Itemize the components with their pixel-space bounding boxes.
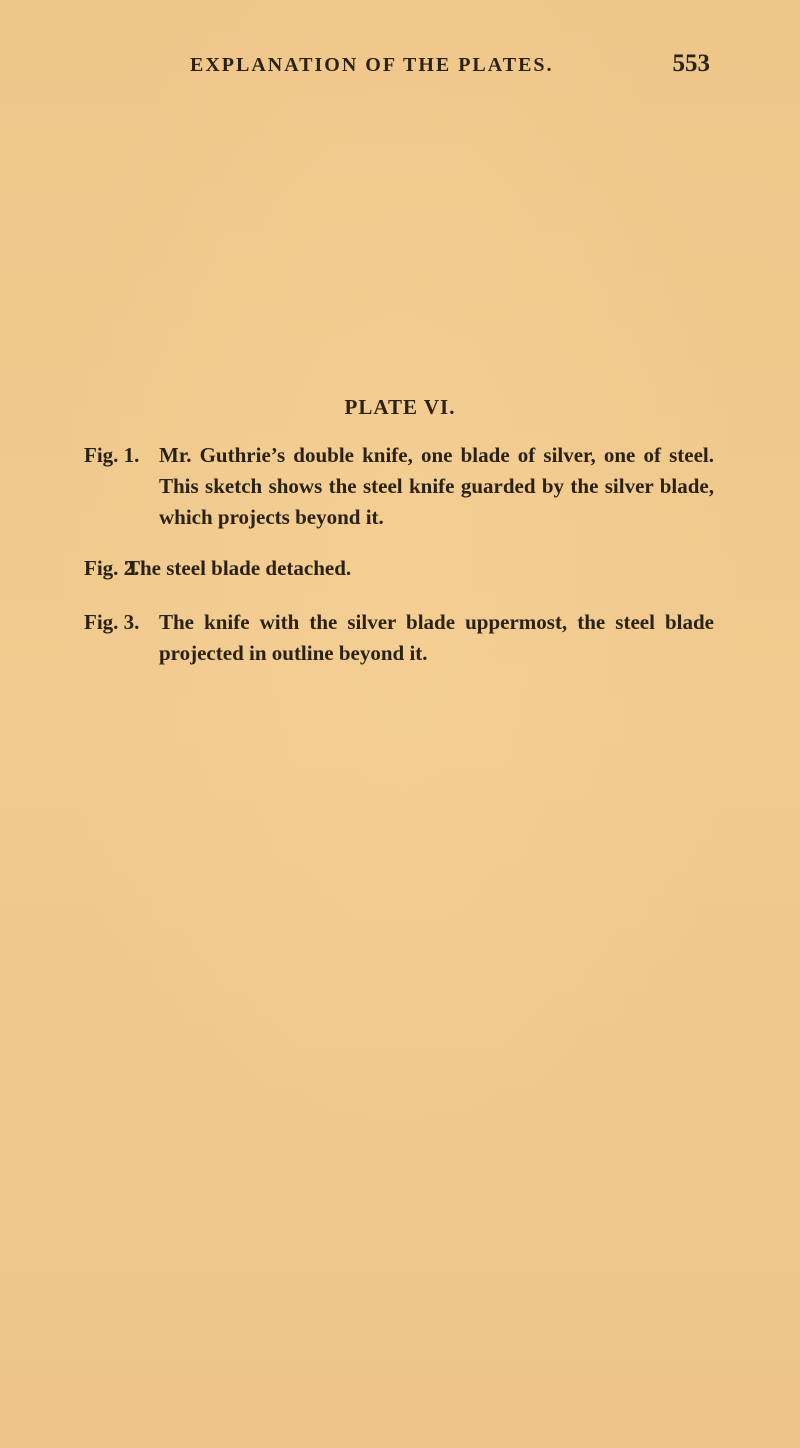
figure-entry-1 [84, 440, 714, 533]
figure-label: Fig. 1. [84, 443, 140, 467]
figure-description: The steel blade detached. [126, 556, 352, 580]
figure-entry-3 [84, 607, 714, 669]
figure-entry-2 [84, 553, 714, 584]
running-head [190, 50, 710, 90]
figure-label: Fig. 3. [84, 610, 140, 634]
figure-description: Mr. Guthrie’s double knife, one blade of silver, one of steel. This sketch shows the steel knife guarded by the silver blade, which projects beyond it. [159, 443, 714, 529]
figure-label: Fig. 2. [84, 556, 140, 580]
page-number: 553 [672, 50, 710, 77]
figure-description: The knife with the silver blade uppermost, the steel blade projected in outline beyond it. [159, 610, 714, 665]
running-title: EXPLANATION OF THE PLATES. [190, 54, 554, 76]
plate-title: PLATE VI. [344, 395, 456, 419]
